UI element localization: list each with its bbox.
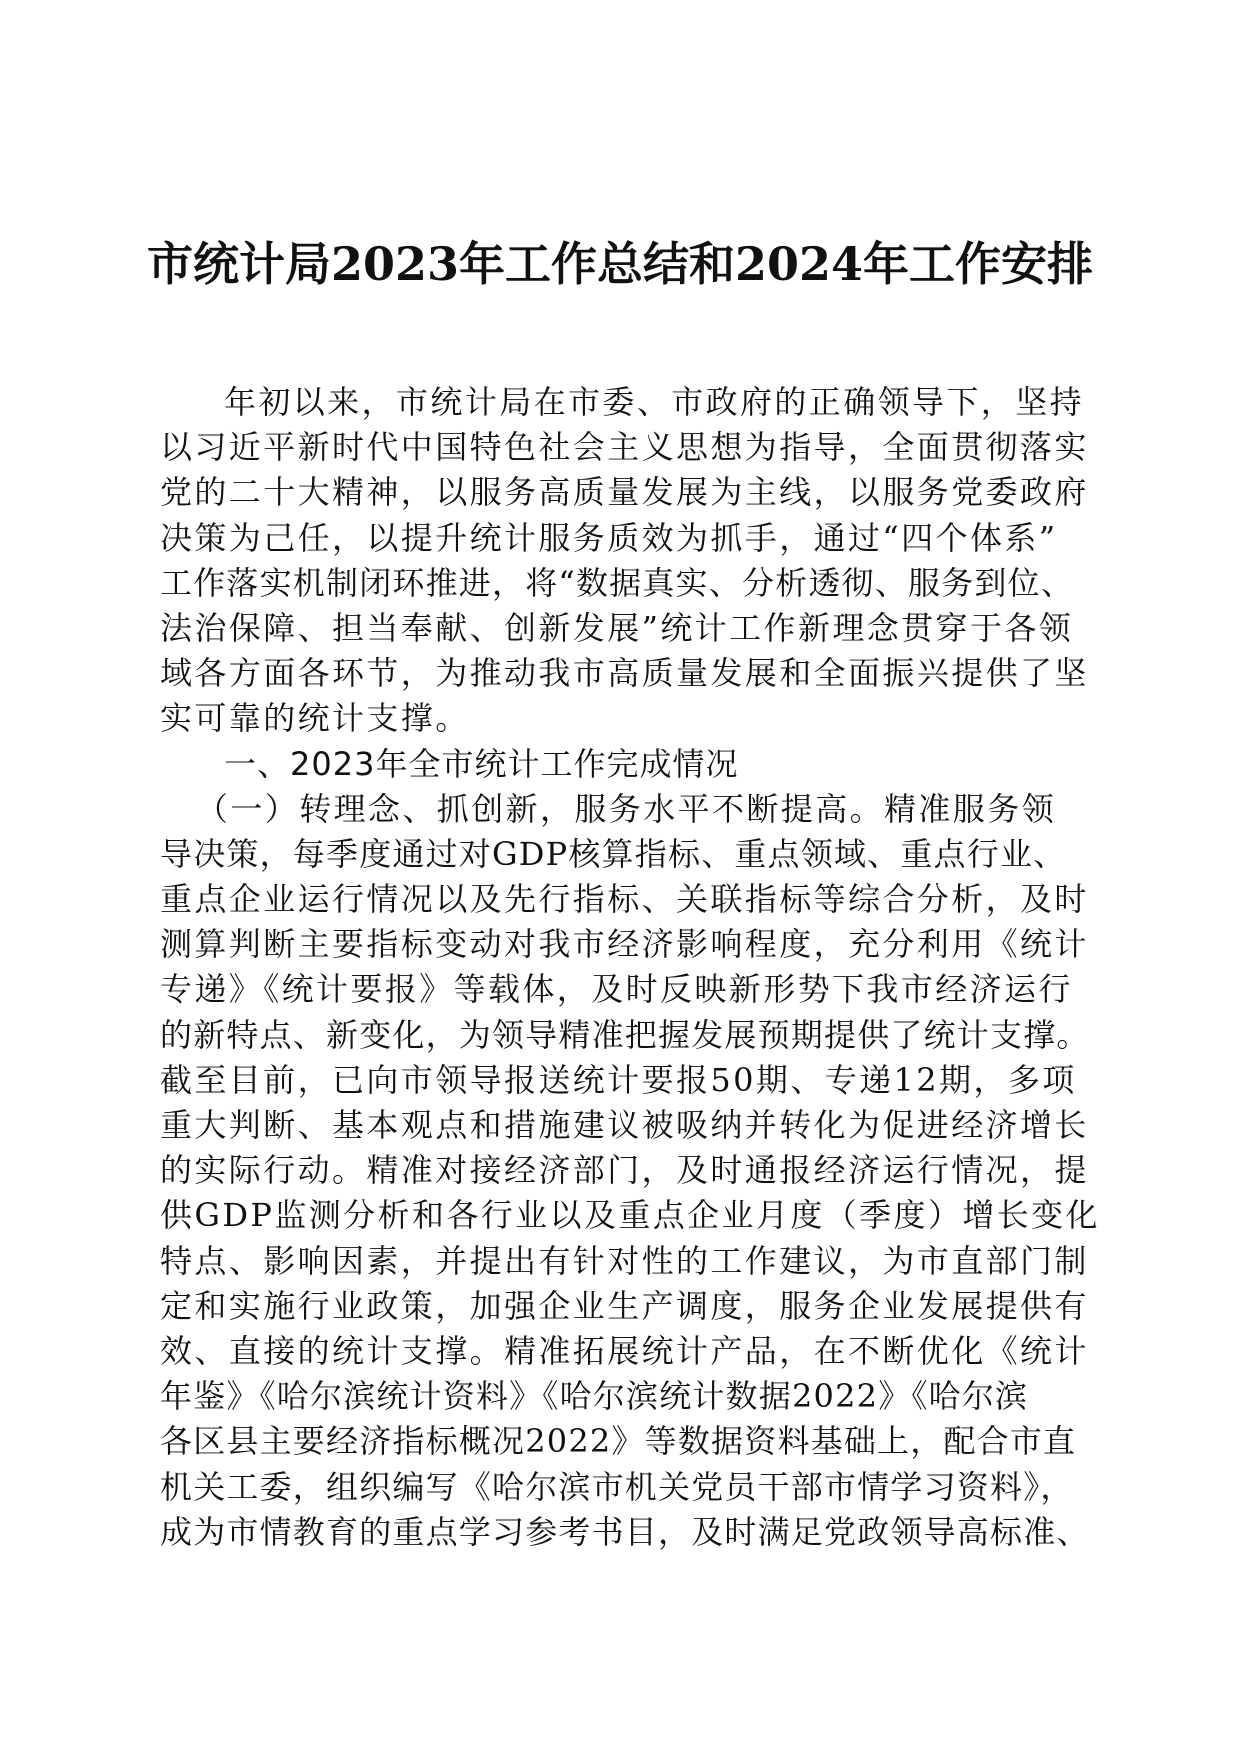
paragraph-line: 工作落实机制闭环推进，将“数据真实、分析透彻、服务到位、 <box>160 563 1074 602</box>
paragraph-line: 重点企业运行情况以及先行指标、关联指标等综合分析，及时 <box>160 880 1089 919</box>
paragraph-line: 党的二十大精神，以服务高质量发展为主线，以服务党委政府 <box>160 473 1089 512</box>
subsection-line: （一）转理念、抓创新，服务水平不断提高。精准服务领 <box>196 789 1057 828</box>
paragraph-line: 测算判断主要指标变动对我市经济影响程度，充分利用《统计 <box>160 925 1089 964</box>
paragraph-line: 年鉴》《哈尔滨统计资料》《哈尔滨统计数据2022》《哈尔滨 <box>160 1377 1029 1416</box>
paragraph-line: 截至目前，已向市领导报送统计要报50期、专递12期，多项 <box>160 1060 1077 1099</box>
paragraph-line: 以习近平新时代中国特色社会主义思想为指导，全面贯彻落实 <box>160 428 1089 467</box>
paragraph-line: 定和实施行业政策，加强企业生产调度，服务企业发展提供有 <box>160 1286 1089 1325</box>
paragraph-line: 供GDP监测分析和各行业以及重点企业月度（季度）增长变化 <box>160 1196 1100 1235</box>
paragraph-line: 成为市情教育的重点学习参考书目，及时满足党政领导高标准、 <box>160 1512 1090 1551</box>
section-heading: 一、2023年全市统计工作完成情况 <box>224 744 739 783</box>
paragraph-line: 特点、影响因素，并提出有针对性的工作建议，为市直部门制 <box>160 1241 1089 1280</box>
paragraph-line: 法治保障、担当奉献、创新发展”统计工作新理念贯穿于各领 <box>160 608 1074 647</box>
paragraph-line: 各区县主要经济指标概况2022》等数据资料基础上，配合市直 <box>160 1422 1077 1461</box>
paragraph-line: 的实际行动。精准对接经济部门，及时通报经济运行情况，提 <box>160 1151 1089 1190</box>
paragraph-line: 年初以来，市统计局在市委、市政府的正确领导下，坚持 <box>224 383 1085 421</box>
paragraph-line: 专递》《统计要报》等载体，及时反映新形势下我市经济运行 <box>160 970 1073 1009</box>
paragraph-line: 域各方面各环节，为推动我市高质量发展和全面振兴提供了坚 <box>160 654 1089 693</box>
paragraph-line: 导决策，每季度通过对GDP核算指标、重点领域、重点行业、 <box>160 834 1067 873</box>
paragraph-line: 的新特点、新变化，为领导精准把握发展预期提供了统计支撑。 <box>160 1015 1090 1054</box>
paragraph-line: 重大判断、基本观点和措施建议被吸纳并转化为促进经济增长 <box>160 1106 1089 1144</box>
document-body <box>160 380 1100 1555</box>
document-title: 市统计局2023年工作总结和2024年工作安排 <box>146 237 1094 291</box>
paragraph-line: 效、直接的统计支撑。精准拓展统计产品，在不断优化《统计 <box>160 1331 1089 1370</box>
paragraph-line: 实可靠的统计支撑。 <box>160 699 470 738</box>
paragraph-line: 机关工委，组织编写《哈尔滨市机关党员干部市情学习资料》， <box>160 1467 1074 1506</box>
paragraph-line: 决策为己任，以提升统计服务质效为抓手，通过“四个体系” <box>160 518 1058 557</box>
